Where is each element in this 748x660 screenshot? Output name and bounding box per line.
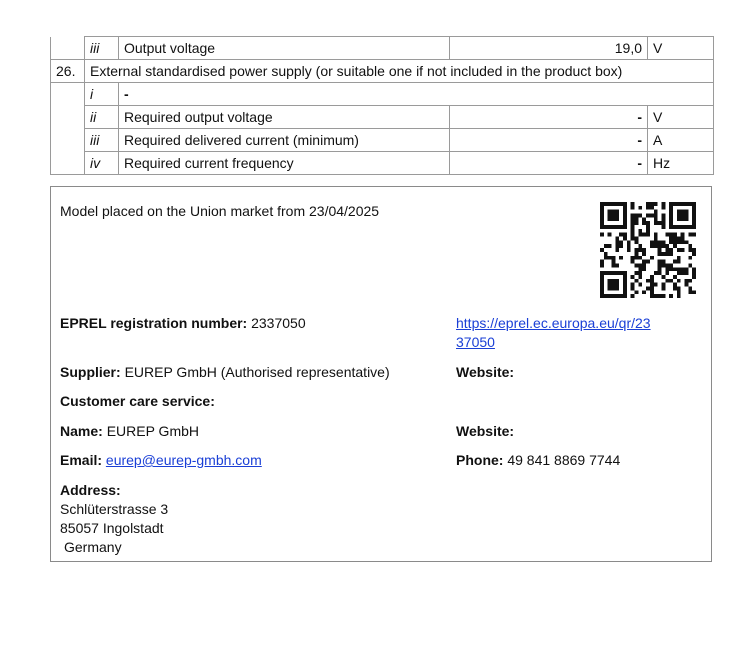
row-value: 19,0 — [450, 37, 648, 60]
supplier-line — [60, 363, 390, 382]
row-subindex: iii — [85, 129, 119, 152]
row-label: - — [119, 83, 714, 106]
email-label: Email: — [60, 452, 103, 468]
name-value: EUREP GmbH — [106, 423, 200, 439]
table-row — [51, 152, 714, 175]
website-label-2: Website: — [456, 423, 515, 439]
address-line-1: Schlüterstrasse 3 — [60, 501, 169, 517]
row-label: External standardised power supply (or suitable one if not included in the product box) — [85, 60, 714, 83]
table-row — [51, 106, 714, 129]
customer-care-label: Customer care service: — [60, 393, 215, 409]
name-line — [60, 422, 199, 441]
address-line-2: 85057 Ingolstadt — [60, 520, 164, 536]
row-subindex: i — [85, 83, 119, 106]
table-row — [51, 37, 714, 60]
row-unit: Hz — [648, 152, 714, 175]
product-info-box — [50, 186, 712, 562]
row-label: Output voltage — [119, 37, 450, 60]
qr-code-icon[interactable] — [600, 202, 696, 298]
address-line-3: Germany — [64, 539, 122, 555]
row-subindex: iv — [85, 152, 119, 175]
row-label: Required output voltage — [119, 106, 450, 129]
eprel-registration — [60, 314, 306, 333]
placed-on-market-text: Model placed on the Union market from 23/04/2025 — [60, 203, 380, 219]
address-label: Address: — [60, 482, 121, 498]
eprel-number: 2337050 — [251, 315, 306, 331]
row-number: 26. — [51, 60, 85, 83]
row-value: - — [450, 152, 648, 175]
row-value: - — [450, 106, 648, 129]
row-value: - — [450, 129, 648, 152]
row-unit: A — [648, 129, 714, 152]
email-line — [60, 451, 262, 470]
table-row — [51, 129, 714, 152]
phone-line — [456, 451, 620, 470]
table-row — [51, 60, 714, 83]
spec-table — [50, 36, 714, 175]
website-label-1: Website: — [456, 364, 515, 380]
email-link[interactable]: eurep@eurep-gmbh.com — [105, 452, 262, 468]
eprel-link-line2[interactable]: 37050 — [456, 334, 495, 350]
phone-label: Phone: — [456, 452, 504, 468]
eprel-label: EPREL registration number: — [60, 315, 248, 331]
supplier-label: Supplier: — [60, 364, 121, 380]
row-label: Required current frequency — [119, 152, 450, 175]
eprel-link[interactable] — [456, 314, 651, 352]
eprel-link-line1[interactable]: https://eprel.ec.europa.eu/qr/23 — [456, 315, 651, 331]
supplier-value: EUREP GmbH (Authorised representative) — [124, 364, 390, 380]
row-unit: V — [648, 106, 714, 129]
row-label: Required delivered current (minimum) — [119, 129, 450, 152]
phone-value: 49 841 8869 7744 — [507, 452, 621, 468]
row-subindex: iii — [85, 37, 119, 60]
table-row — [51, 83, 714, 106]
row-subindex: ii — [85, 106, 119, 129]
name-label: Name: — [60, 423, 103, 439]
row-unit: V — [648, 37, 714, 60]
